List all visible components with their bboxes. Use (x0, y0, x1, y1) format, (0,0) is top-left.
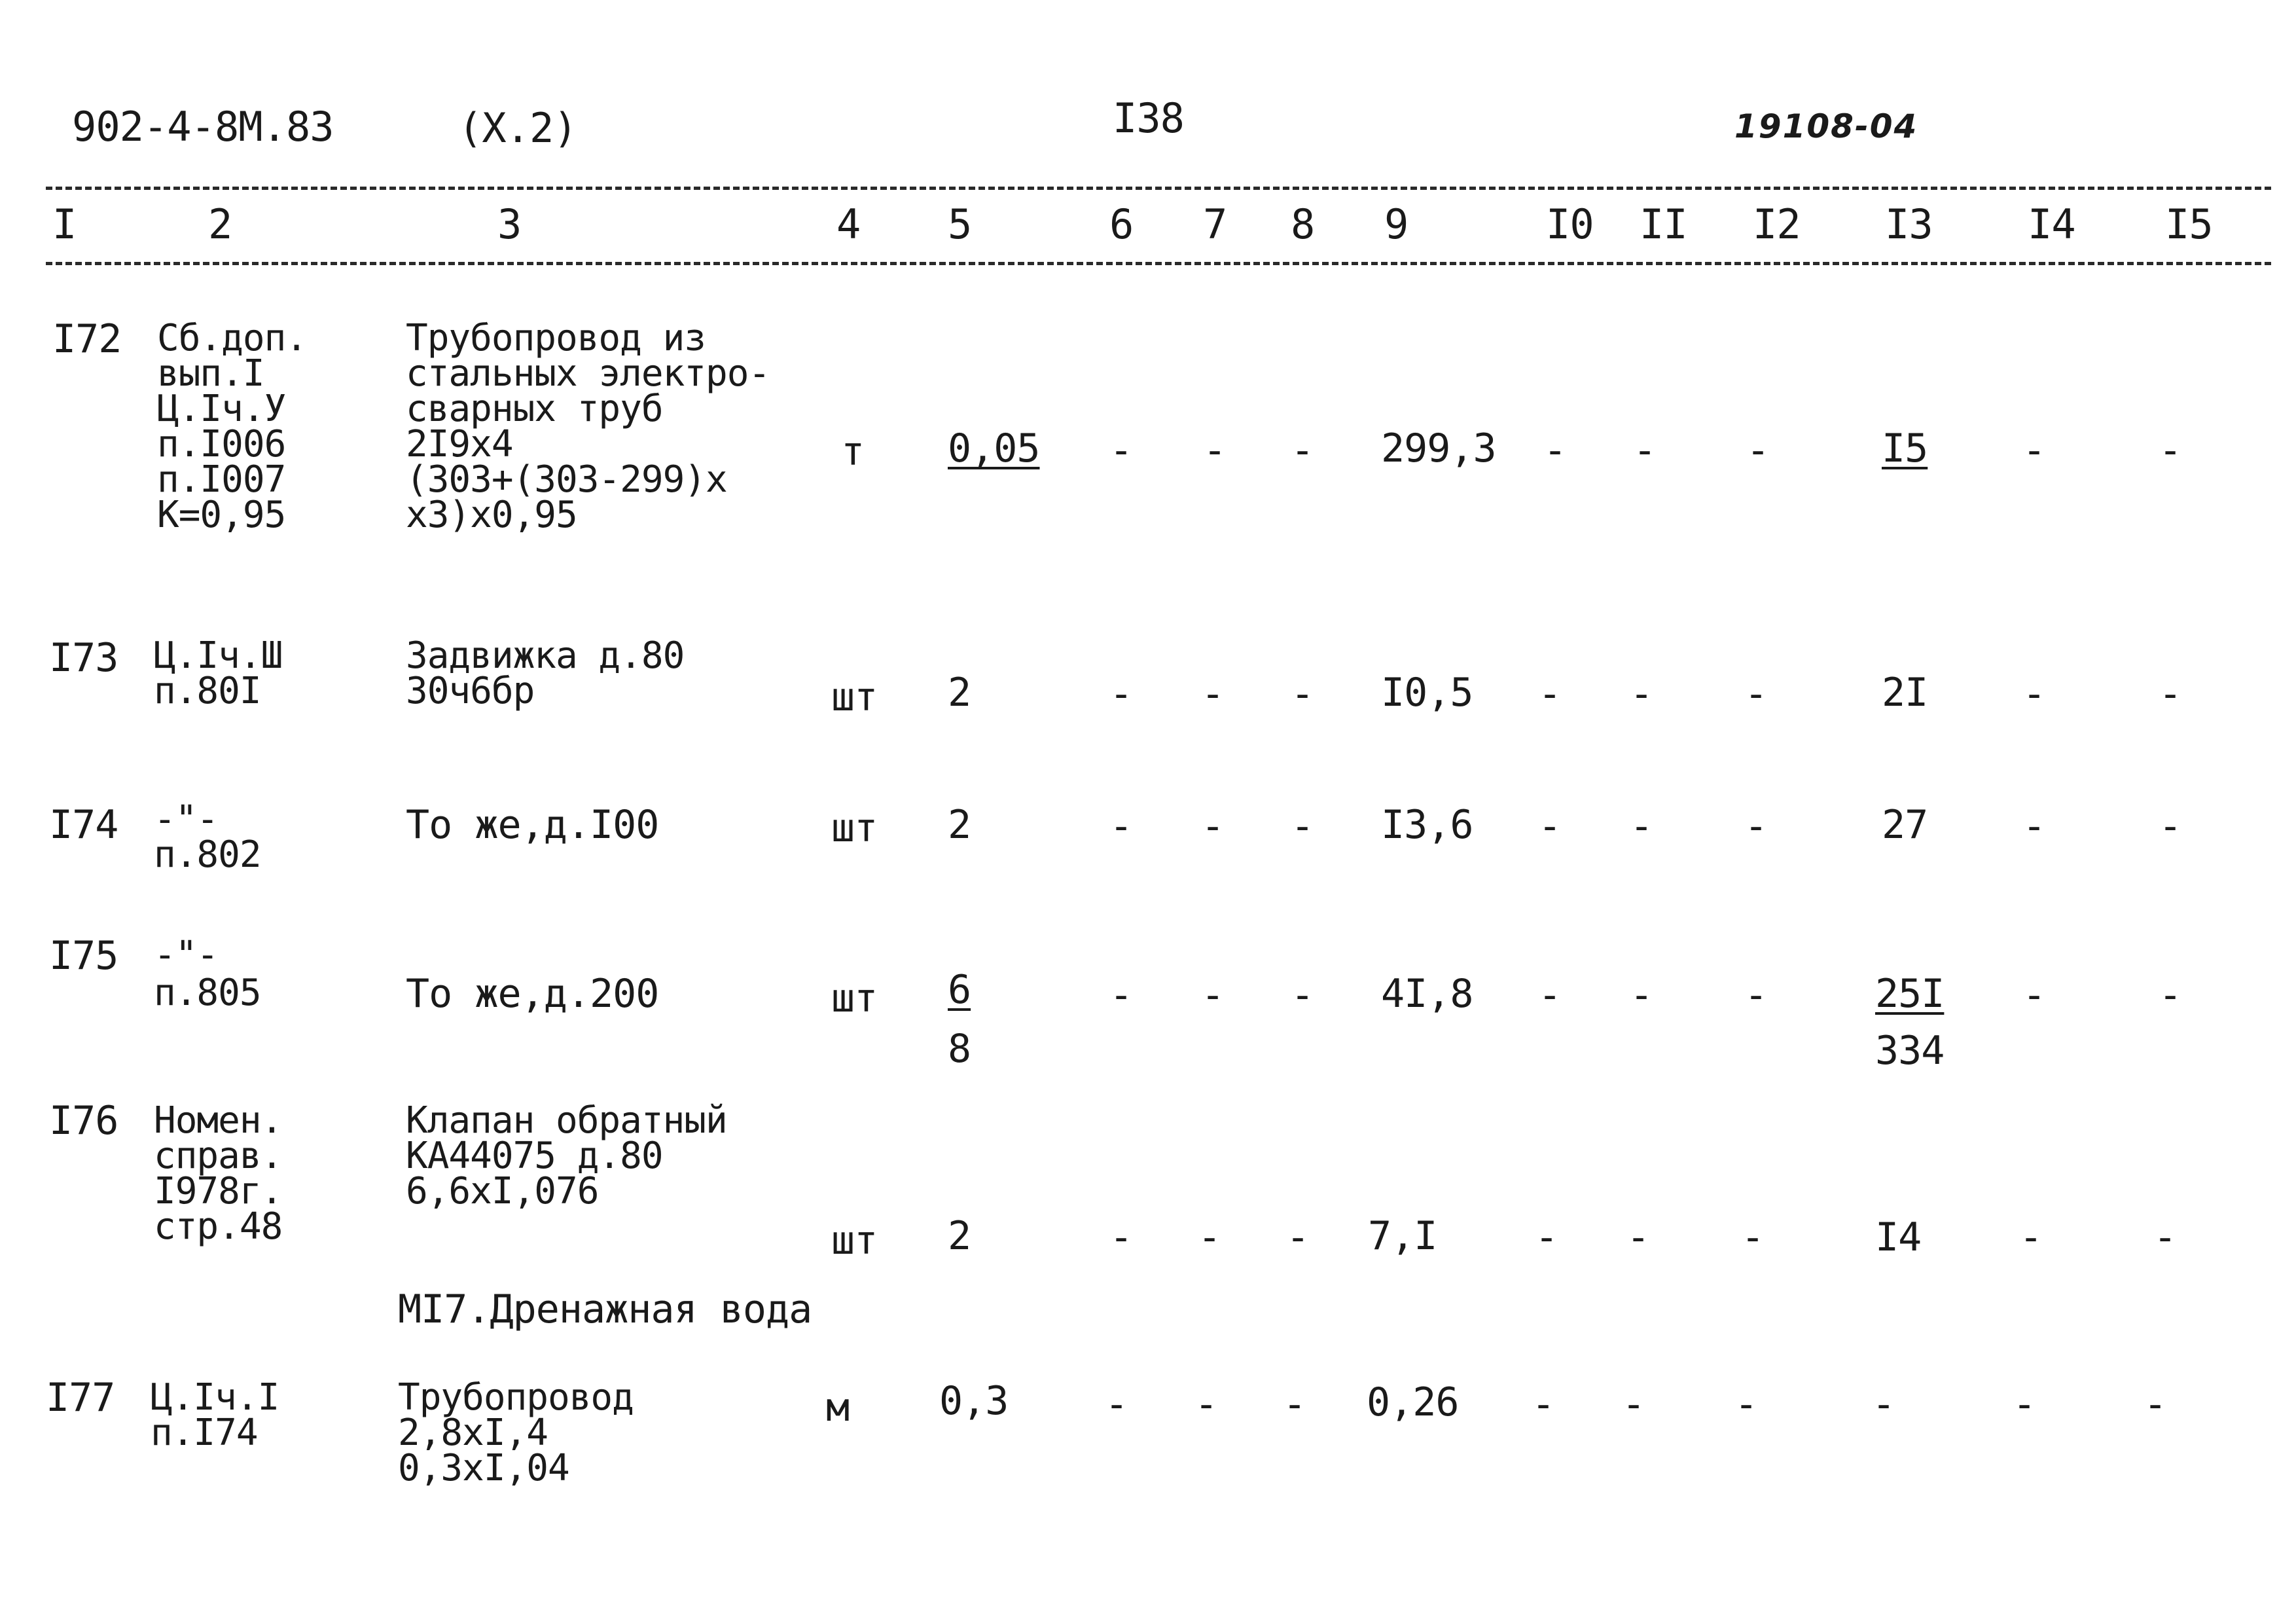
cell-col12: - (1744, 671, 1768, 717)
cell-col13: 2I (1882, 670, 1928, 716)
cell-col14: - (2013, 1381, 2036, 1427)
cell-col11: - (1630, 803, 1653, 849)
column-header-15: I5 (2165, 200, 2213, 248)
row-description: Задвижка д.80 30ч6бр (406, 634, 685, 712)
row-description: Трубопровод из стальных электро- сварных труб 2I9х4 (303+(303-299)х х3)х0,95 (406, 317, 770, 536)
cell-col6: - (1109, 803, 1133, 849)
cell-col15: - (2159, 428, 2182, 473)
cell-col15: - (2159, 972, 2182, 1018)
row-quantity-below: 8 (948, 1026, 971, 1072)
cell-col7: - (1201, 803, 1225, 849)
row-unit: м (826, 1385, 850, 1431)
cell-col15: - (2159, 803, 2182, 849)
column-header-1: I (52, 200, 77, 248)
cell-col8: - (1291, 803, 1314, 849)
row-source: Ц.Iч.I п.I74 (151, 1376, 279, 1454)
row-source: -"- п.805 (154, 934, 261, 1014)
row-unit: шт (831, 1218, 878, 1264)
row-quantity: 2 (948, 802, 971, 848)
cell-col7: - (1201, 671, 1225, 717)
row-description: То же,д.200 (406, 971, 659, 1017)
cell-col11: - (1633, 428, 1657, 473)
cell-col8: - (1291, 428, 1314, 473)
cell-col6: - (1109, 428, 1133, 473)
row-number: I77 (46, 1375, 115, 1421)
cell-col15: - (2153, 1214, 2177, 1260)
cell-col9: I0,5 (1381, 670, 1473, 716)
row-number: I75 (49, 933, 118, 979)
cell-col10: - (1532, 1381, 1555, 1427)
row-quantity: 2 (948, 670, 971, 716)
cell-col14: - (2022, 671, 2046, 717)
cell-col12: - (1741, 1214, 1765, 1260)
row-unit: шт (831, 674, 878, 720)
cell-col13-below: 334 (1875, 1028, 1945, 1074)
cell-col8: - (1291, 671, 1314, 717)
section-code: (Х.2) (458, 104, 577, 152)
column-header-9: 9 (1384, 200, 1408, 248)
cell-col14: - (2022, 803, 2046, 849)
cell-col6: - (1105, 1381, 1128, 1427)
cell-col11: - (1630, 671, 1653, 717)
column-header-6: 6 (1109, 200, 1134, 248)
handwritten-number: 19108-04 (1734, 107, 1918, 145)
cell-col6: - (1109, 1214, 1133, 1260)
cell-col13: 27 (1882, 802, 1928, 848)
cell-col9: 0,26 (1367, 1379, 1459, 1425)
cell-col15: - (2144, 1381, 2167, 1427)
cell-col14: - (2019, 1214, 2043, 1260)
cell-col11: - (1630, 972, 1653, 1018)
cell-col11: - (1622, 1381, 1645, 1427)
cell-col12: - (1744, 972, 1768, 1018)
page-number: I38 (1113, 94, 1184, 142)
row-number: I73 (49, 635, 118, 681)
cell-col10: - (1538, 972, 1562, 1018)
row-description: Трубопровод 2,8хI,4 0,3хI,04 (398, 1376, 634, 1489)
column-header-7: 7 (1203, 200, 1227, 248)
cell-col8: - (1291, 972, 1314, 1018)
column-header-11: II (1640, 200, 1687, 248)
column-header-3: 3 (497, 200, 522, 248)
cell-col10: - (1538, 671, 1562, 717)
cell-col10: - (1535, 1214, 1558, 1260)
cell-col14: - (2022, 428, 2046, 473)
cell-col15: - (2159, 671, 2182, 717)
row-quantity: 6 (948, 967, 971, 1013)
row-description: Клапан обратный КА44075 д.80 6,6хI,076 (406, 1099, 727, 1213)
cell-col13: I4 (1875, 1214, 1922, 1260)
row-source: Ц.Iч.Ш п.80I (154, 634, 283, 712)
cell-col9: I3,6 (1381, 802, 1473, 848)
cell-col13: 25I (1875, 971, 1945, 1017)
header-bottom-rule (46, 262, 2271, 265)
row-unit: шт (831, 805, 878, 851)
cell-col9: 4I,8 (1381, 971, 1473, 1017)
cell-col7: - (1203, 428, 1227, 473)
row-quantity: 0,3 (939, 1378, 1009, 1424)
column-header-8: 8 (1291, 200, 1315, 248)
cell-col11: - (1626, 1214, 1650, 1260)
column-header-13: I3 (1885, 200, 1933, 248)
row-source: Сб.доп. вып.I Ц.Iч.У п.I006 п.I007 К=0,95 (157, 317, 308, 536)
cell-col8: - (1286, 1214, 1310, 1260)
cell-col14: - (2022, 972, 2046, 1018)
cell-col10: - (1543, 428, 1567, 473)
cell-col6: - (1109, 972, 1133, 1018)
column-header-14: I4 (2028, 200, 2075, 248)
document-code: 902-4-8М.83 (72, 103, 334, 151)
row-unit: шт (831, 976, 878, 1021)
cell-col9: 299,3 (1381, 426, 1496, 471)
cell-col12: - (1746, 428, 1770, 473)
row-description: То же,д.I00 (406, 802, 659, 848)
cell-col12: - (1744, 803, 1768, 849)
cell-col7: - (1201, 972, 1225, 1018)
section-heading: МI7.Дренажная вода (398, 1286, 812, 1332)
row-number: I74 (49, 802, 118, 848)
column-header-2: 2 (208, 200, 232, 248)
cell-col13: - (1872, 1381, 1895, 1427)
column-header-4: 4 (836, 200, 861, 248)
cell-col12: - (1734, 1381, 1758, 1427)
row-number: I76 (49, 1098, 118, 1144)
row-source: -"- п.802 (154, 798, 261, 876)
row-number: I72 (52, 316, 122, 362)
cell-col10: - (1538, 803, 1562, 849)
cell-col8: - (1283, 1381, 1306, 1427)
row-quantity: 0,05 (948, 426, 1040, 471)
cell-col9: 7,I (1368, 1213, 1437, 1259)
cell-col6: - (1109, 671, 1133, 717)
row-quantity: 2 (948, 1213, 971, 1259)
header-top-rule (46, 187, 2271, 190)
cell-col7: - (1198, 1214, 1221, 1260)
column-header-12: I2 (1753, 200, 1801, 248)
cell-col13: I5 (1882, 426, 1928, 471)
cell-col7: - (1194, 1381, 1218, 1427)
column-header-10: I0 (1546, 200, 1594, 248)
row-unit: т (841, 429, 865, 475)
column-header-5: 5 (948, 200, 972, 248)
row-source: Номен. справ. I978г. стр.48 (154, 1099, 283, 1248)
